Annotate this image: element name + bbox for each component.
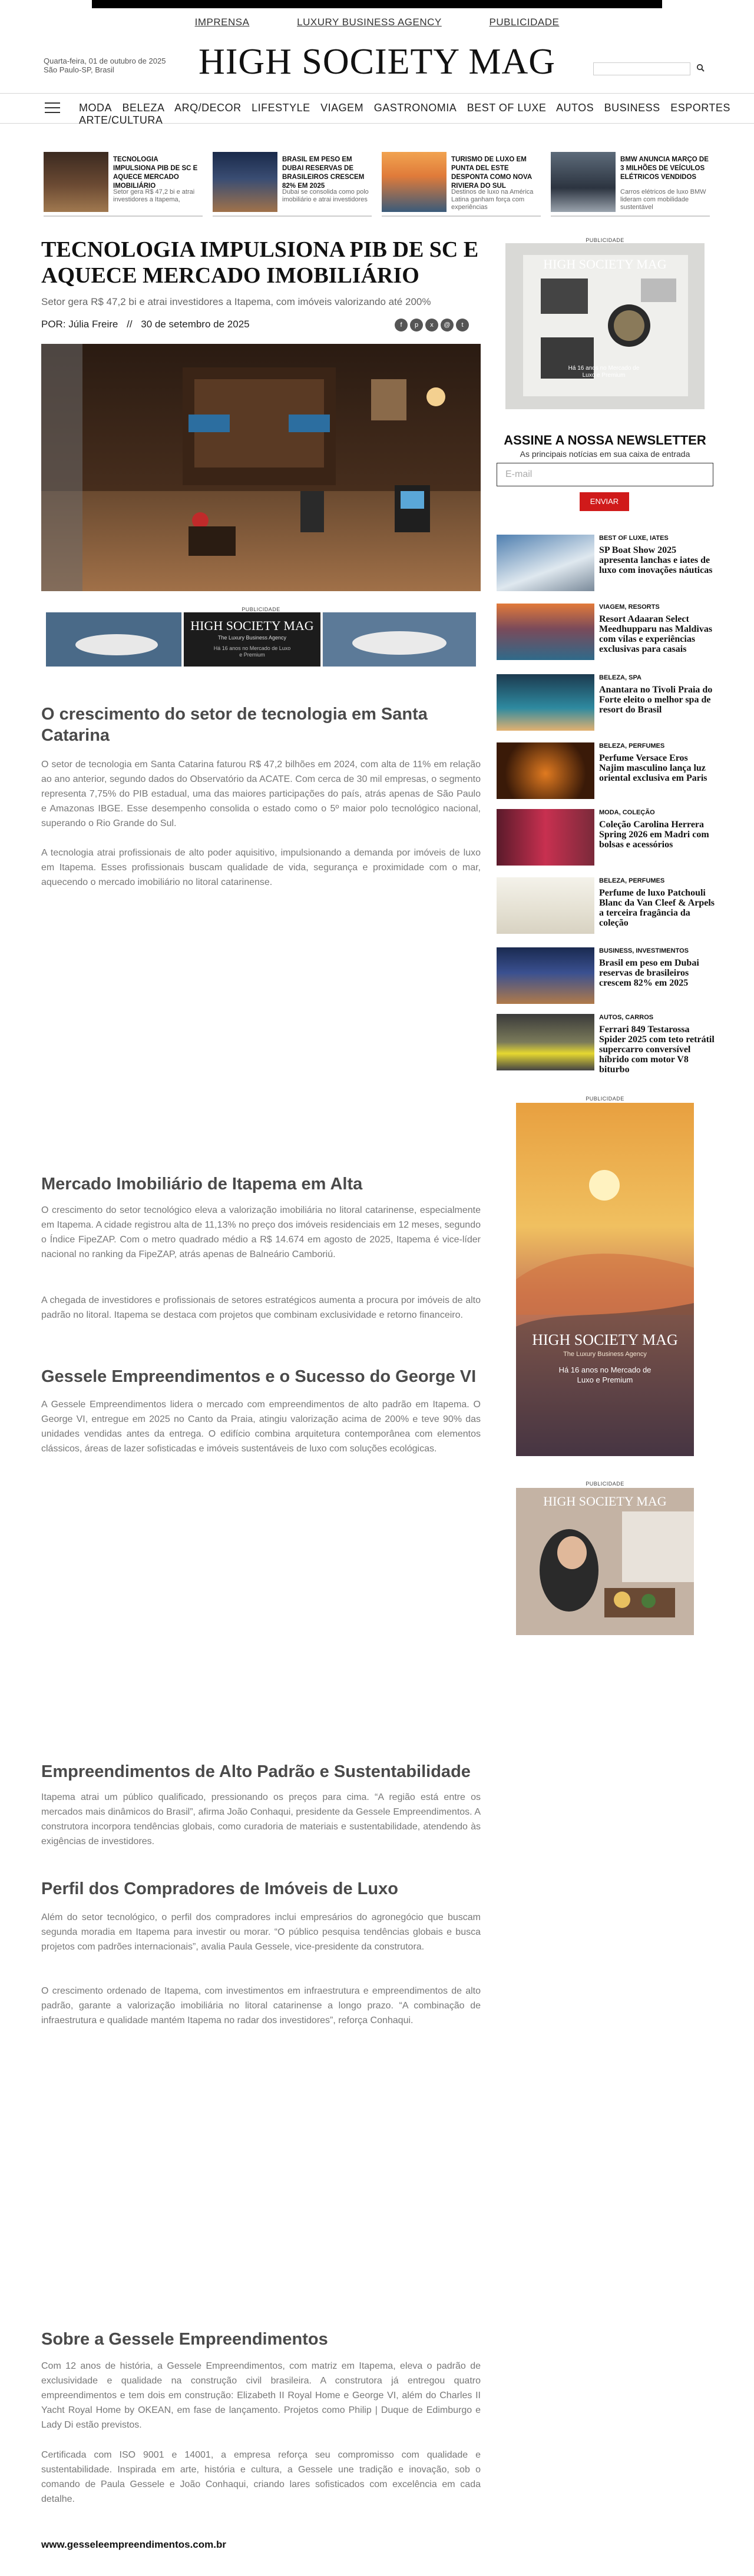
main-nav: [0, 93, 754, 124]
section-heading: Mercado Imobiliário de Itapema em Alta: [41, 1175, 363, 1193]
site-logo[interactable]: HIGH SOCIETY MAG: [198, 42, 556, 82]
sidebar-category[interactable]: BELEZA, SPA: [599, 674, 641, 681]
sidebar-title[interactable]: Anantara no Tivoli Praia do Forte eleito o melhor spa de resort do Brasil: [599, 685, 713, 715]
paragraph: O crescimento do setor tecnológico eleva a valorização imobiliária no litoral catarinense, especialmente em Itapema. A cidade registrou alta de 11,13% no preço dos imóveis residenciais em 12 meses, segundo o Índice FipeZAP. Com o metro quadrado médio a R$ 14.674 em agosto de 2025, Itapema é vice-líder nacional no ranking da FipeZAP, atrás apenas de Balneário Camboriú.: [41, 1205, 481, 1259]
pinterest-icon[interactable]: p: [410, 319, 423, 331]
teaser-thumb[interactable]: [44, 152, 108, 212]
teaser-item[interactable]: [382, 152, 541, 217]
sidebar-thumb[interactable]: [497, 877, 594, 934]
nav-arte-cultura[interactable]: ARTE/CULTURA: [79, 114, 163, 126]
sidebar-article[interactable]: [497, 947, 715, 1006]
teaser-strip: [44, 152, 710, 217]
sidebar-thumb[interactable]: [497, 674, 594, 731]
teaser-thumb[interactable]: [551, 152, 616, 212]
sidebar-title[interactable]: Ferrari 849 Testarossa Spider 2025 com teto retrátil supercarro conversível híbrido com motor V8 biturbo: [599, 1025, 715, 1075]
nav-business[interactable]: BUSINESS: [604, 102, 660, 114]
top-link-imprensa[interactable]: IMPRENSA: [194, 16, 250, 28]
author: POR: Júlia Freire: [41, 319, 118, 330]
teaser-item[interactable]: [44, 152, 203, 217]
ad-brand: HIGH SOCIETY MAG: [543, 1494, 667, 1509]
nav-arq-decor[interactable]: ARQ/DECOR: [174, 102, 242, 114]
section-heading: Sobre a Gessele Empreendimentos: [41, 2330, 328, 2349]
sidebar-thumb[interactable]: [497, 604, 594, 660]
byline-separator: //: [127, 319, 133, 330]
ad-brand: HIGH SOCIETY MAG: [543, 257, 667, 271]
teaser-subtitle: Carros elétricos de luxo BMW lideram com mobilidade sustentável: [620, 188, 706, 211]
section-heading: Gessele Empreendimentos e o Sucesso do George VI: [41, 1367, 477, 1386]
newsletter-title: ASSINE A NOSSA NEWSLETTER: [504, 433, 706, 447]
paragraph: Além do setor tecnológico, o perfil dos compradores inclui empresários do agronegócio que buscam segunda moradia em Itapema para investir ou morar. “O público pesquisa tendências globais e busca projetos com padrões internacionais”, avalia Paula Gessele, vice-presidente da construtora.: [41, 1912, 481, 1952]
ad-tagline: The Luxury Business Agency: [563, 1351, 647, 1358]
sidebar-title[interactable]: Perfume Versace Eros Najim masculino lança luz oriental exclusiva em Paris: [599, 753, 707, 783]
twitter-icon[interactable]: x: [425, 319, 438, 331]
current-location: São Paulo-SP, Brasil: [44, 65, 114, 74]
teaser-title[interactable]: BRASIL EM PESO EM DUBAI RESERVAS DE BRASILEIROS CRESCEM 82% EM 2025: [282, 156, 365, 190]
teaser-subtitle: Dubai se consolida como polo imobiliário e atrai investidores: [282, 188, 369, 203]
sidebar-title[interactable]: Perfume de luxo Patchouli Blanc da Van Cleef & Arpels a terceira fragância da coleção: [599, 888, 715, 928]
nav-beleza[interactable]: BELEZA: [122, 102, 165, 114]
newsletter-subtitle: As principais notícias em sua caixa de entrada: [520, 449, 690, 459]
sidebar-title[interactable]: SP Boat Show 2025 apresenta lanchas e iates de luxo com inovações náuticas: [599, 545, 713, 575]
sidebar-ad-sunset[interactable]: [516, 1103, 694, 1456]
top-link-publicidade[interactable]: PUBLICIDADE: [489, 16, 560, 28]
sidebar-category[interactable]: VIAGEM, RESORTS: [599, 604, 660, 611]
paragraph: O crescimento ordenado de Itapema, com investimentos em infraestrutura e empreendimentos de alto padrão, garante a valorização imobiliária no litoral catarinense a longo prazo. “A combinação de infraestrutura e qualidade mantém Itapema no radar dos investidores”, reforça Conhaqui.: [41, 1986, 481, 2025]
ad-brand: HIGH SOCIETY MAG: [190, 618, 314, 633]
teaser-thumb[interactable]: [213, 152, 277, 212]
nav-esportes[interactable]: ESPORTES: [670, 102, 730, 114]
site-header: [0, 41, 754, 88]
nav-viagem[interactable]: VIAGEM: [320, 102, 364, 114]
sidebar-category[interactable]: BELEZA, PERFUMES: [599, 742, 665, 750]
email-field[interactable]: E-mail: [497, 463, 713, 486]
ad-claim: Há 16 anos no Mercado de Luxo e Premium: [213, 645, 291, 658]
sidebar-category[interactable]: MODA, COLEÇÃO: [599, 809, 655, 816]
paragraph: A Gessele Empreendimentos lidera o mercado com empreendimentos de alto padrão em Itapema. O George VI, entregue em 2025 no Canto da Praia, atingiu valorização acima de 200% e teve 90% das unidades vendidas antes da entrega. O edifício combina arquitetura contemporânea com elementos clássicos, áreas de lazer sofisticadas e imóveis sustentáveis de luxo com soluções ecológicas.: [41, 1400, 481, 1454]
current-date: Quarta-feira, 01 de outubro de 2025: [44, 57, 166, 65]
teaser-thumb[interactable]: [382, 152, 447, 212]
sidebar-thumb[interactable]: [497, 535, 594, 591]
tumblr-icon[interactable]: t: [456, 319, 469, 331]
sidebar-article[interactable]: [497, 674, 715, 733]
top-links: [0, 16, 754, 28]
sidebar-thumb[interactable]: [497, 809, 594, 866]
sidebar-thumb[interactable]: [497, 947, 594, 1004]
teaser-title[interactable]: TURISMO DE LUXO EM PUNTA DEL ESTE DESPONTA COMO NOVA RIVIERA DO SUL: [451, 156, 532, 190]
ad-label: PUBLICIDADE: [586, 1096, 624, 1102]
nav-gastronomia[interactable]: GASTRONOMIA: [373, 102, 457, 114]
sidebar-article[interactable]: [497, 535, 715, 594]
teaser-item[interactable]: [551, 152, 710, 217]
nav-best-of-luxe[interactable]: BEST OF LUXE: [467, 102, 547, 114]
teaser-title[interactable]: BMW ANUNCIA MARÇO DE 3 MILHÕES DE VEÍCULOS ELÉTRICOS VENDIDOS: [620, 156, 709, 181]
publish-date: 30 de setembro de 2025: [141, 319, 250, 330]
article-subtitle: Setor gera R$ 47,2 bi e atrai investidores a Itapema, com imóveis valorizando até 200%: [41, 296, 431, 307]
sidebar-category[interactable]: BUSINESS, INVESTIMENTOS: [599, 947, 689, 954]
sidebar-title[interactable]: Coleção Carolina Herrera Spring 2026 em Madri com bolsas e acessórios: [599, 820, 709, 850]
teaser-subtitle: Destinos de luxo na América Latina ganham força com experiências: [451, 188, 534, 211]
paragraph: Certificada com ISO 9001 e 14001, a empresa reforça seu compromisso com qualidade e sustentabilidade. Inspirada em arte, história e cultura, a Gessele une tradição e inovação, sob o comando de Paula Gessele e João Conhaqui, criando lares sofisticados com excelência em cada detalhe.: [41, 2450, 481, 2504]
nav-lifestyle[interactable]: LIFESTYLE: [252, 102, 310, 114]
sidebar-article[interactable]: [497, 1014, 715, 1073]
sidebar-category[interactable]: AUTOS, CARROS: [599, 1014, 654, 1021]
section-heading: O crescimento do setor de tecnologia em Santa Catarina: [41, 705, 428, 745]
top-link-luxury-business-agency[interactable]: LUXURY BUSINESS AGENCY: [297, 16, 442, 28]
sidebar-title[interactable]: Brasil em peso em Dubai reservas de brasileiros crescem 82% em 2025: [599, 958, 699, 988]
byline: [41, 319, 250, 330]
ad-label: PUBLICIDADE: [586, 237, 624, 243]
paragraph: Itapema atrai um público qualificado, pressionando os preços para cima. “A região está entre os mercados mais dinâmicos do Brasil”, afirma João Conhaqui, presidente da Gessele Empreendimentos. A construtora incorpora tendências globais, como curadoria de materiais e sustentabilidade, atendendo às exigências de investidores.: [41, 1792, 481, 1846]
ad-label: PUBLICIDADE: [242, 606, 280, 612]
sidebar-article[interactable]: [497, 742, 715, 801]
paragraph: A chegada de investidores e profissionais de setores estratégicos aumenta a procura por imóveis de alto padrão no litoral. Itapema se destaca com projetos que combinam exclusividade e retorno financeiro.: [41, 1295, 481, 1320]
sidebar-thumb[interactable]: [497, 742, 594, 799]
search-icon[interactable]: [694, 62, 707, 75]
ad-claim: Há 16 anos no Mercado de Luxo e Premium: [558, 1365, 652, 1384]
sidebar-article[interactable]: [497, 809, 715, 868]
nav-autos[interactable]: AUTOS: [555, 102, 594, 114]
company-website-link[interactable]: www.gesseleempreendimentos.com.br: [41, 2539, 226, 2550]
search-input[interactable]: [593, 62, 690, 75]
paragraph: A tecnologia atrai profissionais de alto poder aquisitivo, impulsionando a demanda por imóveis de luxo em Itapema. Esses profissionais buscam qualidade de vida, segurança e proximidade com o mar, aquecendo o mercado imobiliário no litoral catarinense.: [41, 848, 481, 887]
nav-moda[interactable]: MODA: [79, 102, 112, 114]
submit-button[interactable]: ENVIAR: [580, 492, 629, 511]
ad-claim: Há 16 anos no Mercado de Luxo e Premium: [568, 365, 640, 379]
ad-tagline: The Luxury Business Agency: [217, 635, 287, 641]
sidebar-thumb[interactable]: [497, 1014, 594, 1070]
teaser-item[interactable]: [213, 152, 372, 217]
article-title: TECNOLOGIA IMPULSIONA PIB DE SC E AQUECE MERCADO IMOBILIÁRIO: [41, 237, 479, 288]
sidebar-title[interactable]: Resort Adaaran Select Meedhupparu nas Maldivas com vilas e experiências exclusivas para casais: [599, 614, 713, 654]
sidebar-article[interactable]: [497, 877, 715, 936]
sidebar-ad-plane[interactable]: [516, 1488, 694, 1635]
top-black-strip: [92, 0, 662, 8]
sidebar-category[interactable]: BEST OF LUXE, IATES: [599, 535, 669, 542]
ad-label: PUBLICIDADE: [586, 1481, 624, 1487]
section-heading: Perfil dos Compradores de Imóveis de Luxo: [41, 1879, 398, 1898]
menu-icon[interactable]: [45, 102, 60, 114]
teaser-title[interactable]: TECNOLOGIA IMPULSIONA PIB DE SC E AQUECE MERCADO IMOBILIÁRIO: [113, 156, 198, 190]
hero-image: [41, 344, 481, 591]
paragraph: O setor de tecnologia em Santa Catarina faturou R$ 47,2 bilhões em 2024, com alta de 11% em relação ao ano anterior, segundo dados do Observatório da ACATE. Com cerca de 30 mil empresas, o segmento representa 7,75% do PIB estadual, uma das maiores participações do país, atrás apenas de São Paulo e Amazonas IBGE. Esse desempenho consolida o estado como o 5º maior polo tecnológico nacional, superando o Rio Grande do Sul.: [41, 760, 481, 828]
facebook-icon[interactable]: f: [395, 319, 408, 331]
share-buttons: [395, 319, 471, 331]
sidebar-category[interactable]: BELEZA, PERFUMES: [599, 877, 665, 884]
sidebar-article[interactable]: [497, 604, 715, 662]
paragraph: Com 12 anos de história, a Gessele Empreendimentos, com matriz em Itapema, eleva o padrão de exclusividade e qualidade na construção civil brasileira. A construtora já entregou quatro empreendimentos e tem dois em construção: Elizabeth II Royal Home e George VI, além do Charles II Yacht Royal Home by OKEAN, em fase de lançamento. Projetos como Philip | Duque de Edimburgo e Lady Di estão previstos.: [41, 2361, 481, 2430]
teaser-subtitle: Setor gera R$ 47,2 bi e atrai investidores a Itapema,: [113, 188, 195, 203]
ad-brand: HIGH SOCIETY MAG: [532, 1331, 678, 1348]
section-heading: Empreendimentos de Alto Padrão e Sustentabilidade: [41, 1762, 471, 1781]
email-icon[interactable]: @: [441, 319, 454, 331]
